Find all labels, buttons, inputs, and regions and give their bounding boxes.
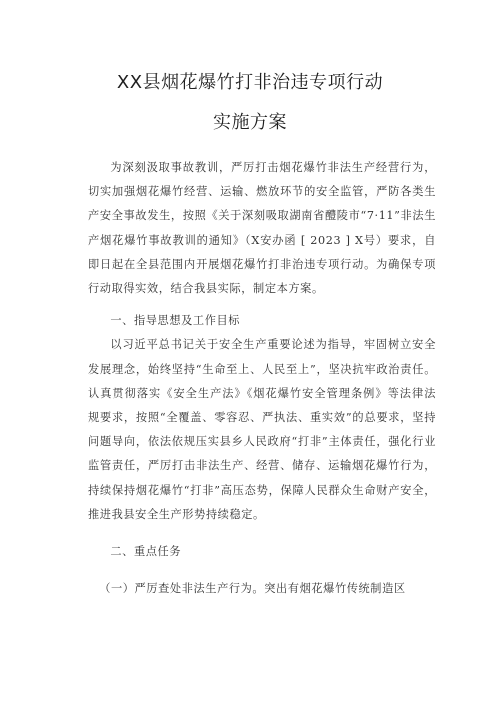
section-heading-2: 二、重点任务 (110, 545, 182, 559)
section-heading-1: 一、指导思想及工作目标 (110, 314, 241, 328)
document-subtitle: 实施方案 (213, 112, 287, 133)
intro-paragraph: 为深刻汲取事故教训，严厉打击烟花爆竹非法生产经营行为，切实加强烟花爆竹经营、运输、燃放环节的安全监管，严防各类生产安全事故发生，按照《关于深刻吸取湖南省醴陵市“7·11”非法生产烟花爆竹事故教训的通知》（X安办函 [ 2023 ] X号）要求，自即日起在全县范围内开展烟花爆竹打非治违专项行动。为确保专项行动取得实效，结合我县实际，制定本方案。 (88, 161, 436, 296)
subsection-1-paragraph: （一）严厉查处非法生产行为。突出有烟花爆竹传统制造区 (99, 582, 406, 596)
document-body (88, 156, 436, 601)
section-1-paragraph: 以习近平总书记关于安全生产重要论述为指导，牢固树立安全发展理念，始终坚持“生命至上、人民至上”，坚决抗牢政治责任。认真贯彻落实《安全生产法》《烟花爆竹安全管理条例》等法律法规要求，按照“全覆盖、零容忍、严执法、重实效”的总要求，坚持问题导向，依法依规压实县乡人民政府“打非”主体责任，强化行业监管责任，严厉打击非法生产、经营、储存、运输烟花爆竹行为，持续保持烟花爆竹“打非”高压态势，保障人民群众生命财产安全，推进我县安全生产形势持续稳定。 (88, 338, 436, 521)
document-title: XX县烟花爆竹打非治违专项行动 (116, 72, 384, 93)
